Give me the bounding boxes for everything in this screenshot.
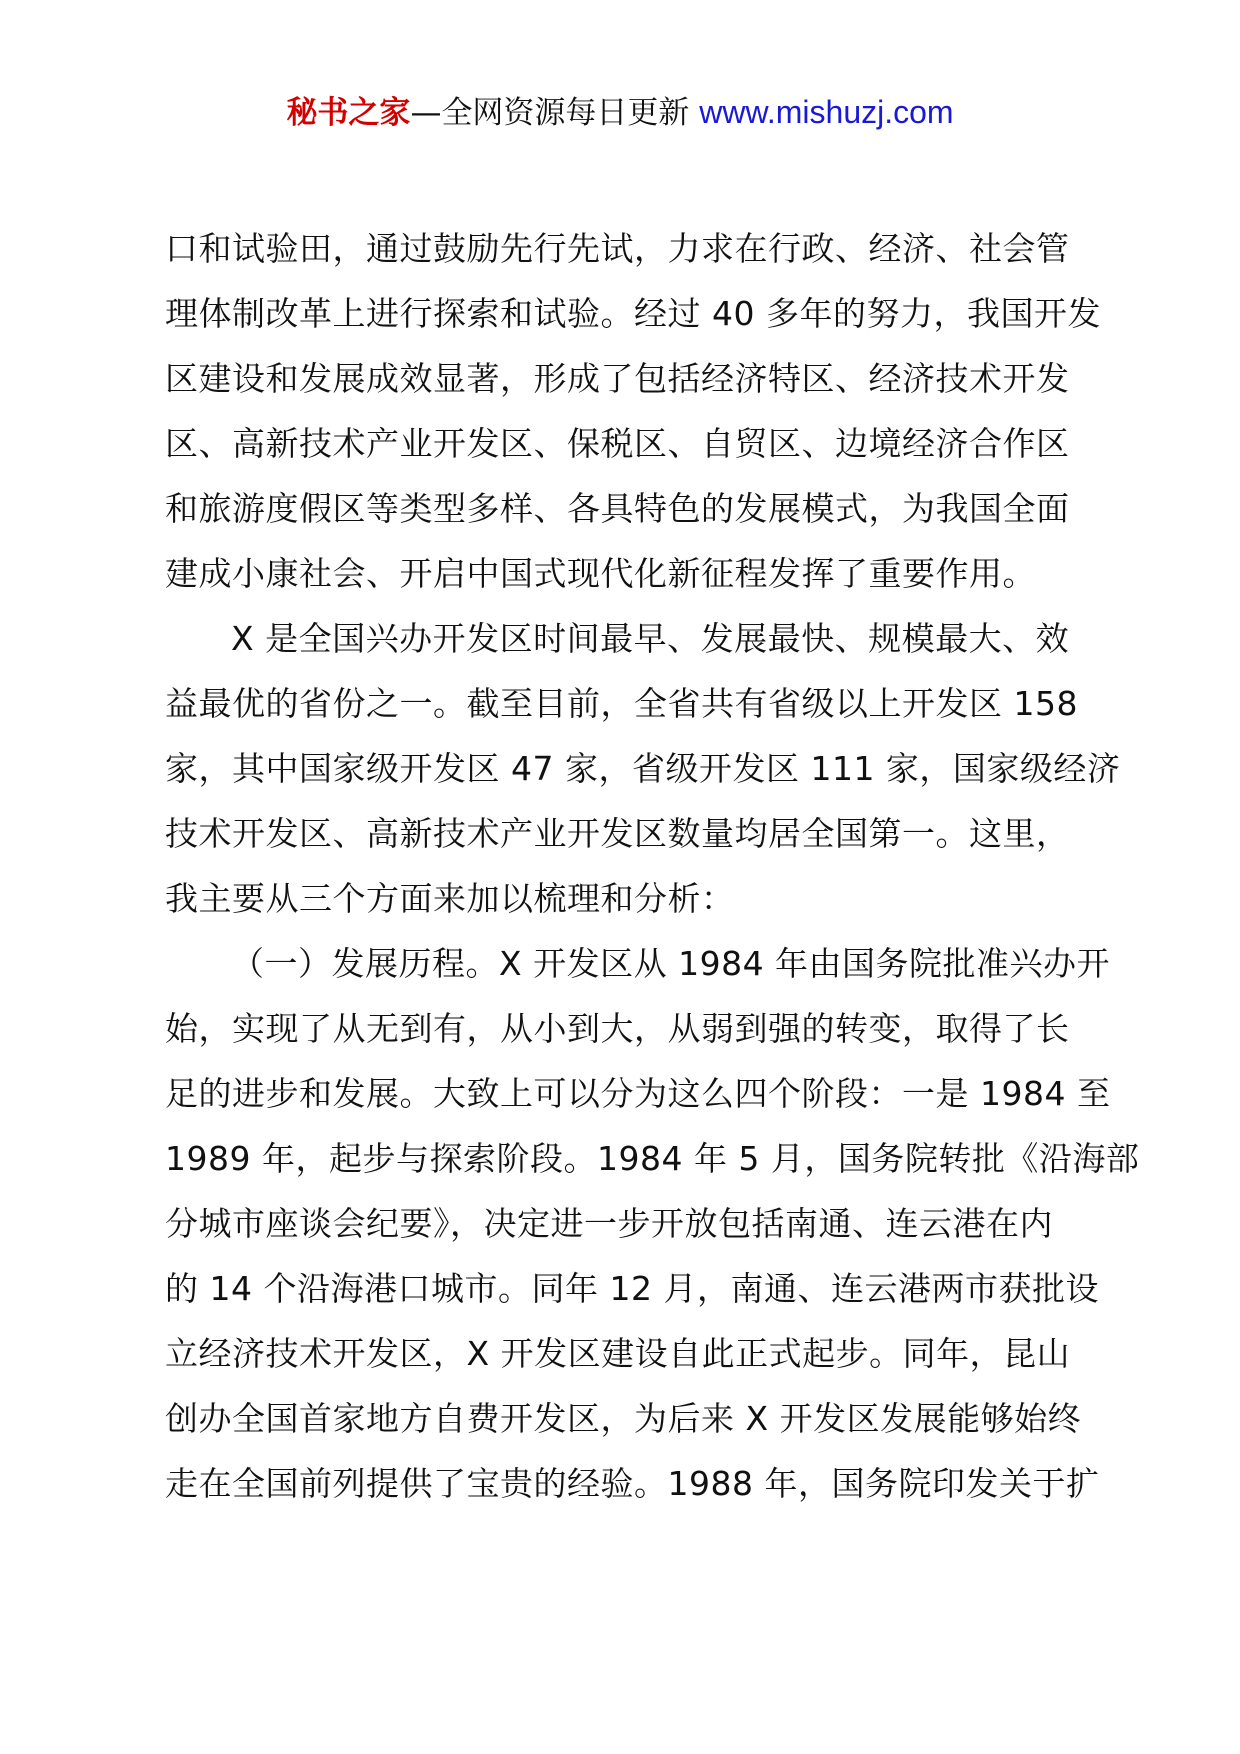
text-line: 始，实现了从无到有，从小到大，从弱到强的转变，取得了长 (165, 1009, 1070, 1048)
text-line: 益最优的省份之一。截至目前，全省共有省级以上开发区 158 (165, 684, 1078, 723)
text-line: 分城市座谈会纪要》，决定进一步开放包括南通、连云港在内 (165, 1204, 1053, 1243)
text-line: 建成小康社会、开启中国式现代化新征程发挥了重要作用。 (165, 554, 1036, 593)
text-line: 区、高新技术产业开发区、保税区、自贸区、边境经济合作区 (165, 424, 1070, 463)
text-line: 创办全国首家地方自费开发区，为后来 X 开发区发展能够始终 (165, 1399, 1082, 1438)
text-line: 走在全国前列提供了宝贵的经验。1988 年，国务院印发关于扩 (165, 1464, 1100, 1503)
text-line: 足的进步和发展。大致上可以分为这么四个阶段：一是 1984 至 (165, 1074, 1111, 1113)
paragraph-1 (165, 216, 1101, 606)
text-line: （一）发展历程。X 开发区从 1984 年由国务院批准兴办开 (231, 944, 1111, 983)
text-line: 理体制改革上进行探索和试验。经过 40 多年的努力，我国开发 (165, 294, 1101, 333)
paragraph-3 (165, 931, 1140, 1516)
text-line: 家，其中国家级开发区 47 家，省级开发区 111 家，国家级经济 (165, 749, 1121, 788)
text-line: 口和试验田，通过鼓励先行先试，力求在行政、经济、社会管 (165, 229, 1070, 268)
text-line: 1989 年，起步与探索阶段。1984 年 5 月，国务院转批《沿海部 (165, 1139, 1140, 1178)
site-header (0, 92, 1240, 133)
text-line: 的 14 个沿海港口城市。同年 12 月，南通、连云港两市获批设 (165, 1269, 1099, 1308)
site-brand: 秘书之家 (286, 95, 411, 131)
text-line: 我主要从三个方面来加以梳理和分析： (165, 879, 735, 918)
text-line: 技术开发区、高新技术产业开发区数量均居全国第一。这里， (165, 814, 1070, 853)
document-body (165, 216, 1140, 1516)
paragraph-2 (165, 606, 1121, 931)
site-url-link[interactable]: www.mishuzj.com (699, 94, 954, 130)
site-tagline: —全网资源每日更新 (410, 95, 690, 131)
text-line: 立经济技术开发区，X 开发区建设自此正式起步。同年，昆山 (165, 1334, 1071, 1373)
text-line: 区建设和发展成效显著，形成了包括经济特区、经济技术开发 (165, 359, 1070, 398)
text-line: 和旅游度假区等类型多样、各具特色的发展模式，为我国全面 (165, 489, 1070, 528)
text-line: X 是全国兴办开发区时间最早、发展最快、规模最大、效 (231, 619, 1070, 658)
